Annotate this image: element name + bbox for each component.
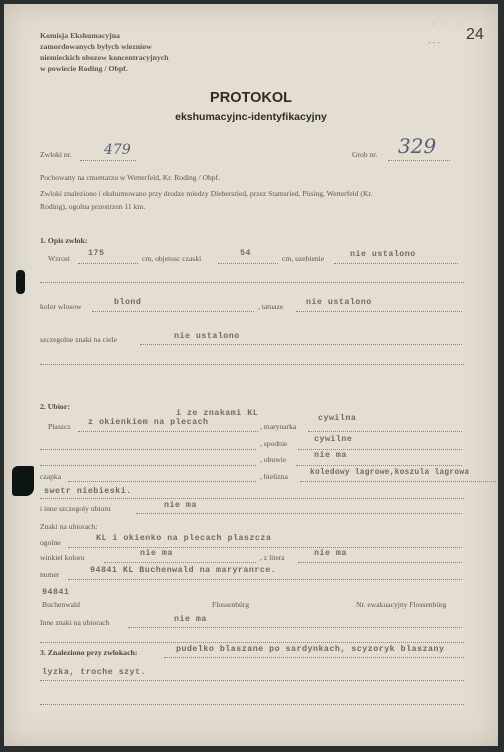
znaleziono-line-1: Zwloki znaleziono i ekshumowano przy drodze miedzy Diebersried, przez Stamsried, Pösing, Wetterfeld (Kr. — [40, 189, 373, 198]
org-line-2: zamordowanych bylych wiezniow — [40, 42, 152, 51]
binding-hole-bottom — [12, 466, 34, 496]
wzrost-label: Wzrost — [48, 254, 70, 263]
bielizna-value: koledowy lagrowe,koszula lagrowa — [310, 469, 470, 477]
uzebienie-label: cm, uzebienie — [282, 254, 325, 263]
zwloki-value: 479 — [104, 142, 131, 158]
spodnie-line — [298, 449, 462, 450]
flossenburg-label: Flossenbürg — [212, 600, 249, 609]
znaki-cialo-label: szczegolne znaki na ciele — [40, 335, 117, 344]
zwloki-label: Zwloki nr. — [40, 150, 72, 159]
inne-line — [136, 513, 462, 514]
spodnie-value: cywilne — [314, 435, 353, 444]
bielizna-label: , bielizna — [260, 472, 288, 481]
czaszka-label: cm, objetosc czaski — [142, 254, 202, 263]
znaleziono-line-b — [40, 680, 464, 681]
znaki-cialo-line — [140, 344, 462, 345]
marynarka-value: cywilna — [318, 414, 357, 423]
plaszcz-value-top: i ze znakami KL — [176, 409, 259, 418]
litera-line — [298, 562, 462, 563]
inne-znaki-label: Inne znaki na ubiorach — [40, 618, 110, 627]
tatuaze-label: , tatuaze — [258, 302, 284, 311]
marynarka-line — [308, 431, 462, 432]
ogolne-label: ogolne — [40, 538, 61, 547]
ogolne-line — [68, 547, 462, 548]
binding-hole-top — [16, 270, 25, 294]
page-dash: - - - — [428, 38, 440, 47]
znaleziono-line-c — [40, 704, 464, 705]
org-line-3: niemieckich obozow koncentracyjnych — [40, 53, 169, 62]
winkiel-label: winkiel koloru — [40, 553, 85, 562]
inne-znaki-line — [128, 627, 462, 628]
numer-line — [68, 579, 462, 580]
org-line-1: Komisja Ekshumacyjna — [40, 31, 120, 40]
marynarka-label: , marynarka — [260, 422, 297, 431]
czapka-value: swetr niebieski. — [44, 487, 132, 496]
czaszka-line — [218, 263, 278, 264]
page-subtitle: ekshumacyjnc-identyfikacyjny — [175, 111, 327, 123]
ubior-blank-line-2 — [40, 465, 256, 466]
litera-value: nie ma — [314, 549, 347, 558]
buchenwald-label: Buchenwald — [42, 600, 80, 609]
zwloki-line — [80, 160, 136, 161]
wzrost-value: 175 — [88, 249, 105, 258]
kolor-value: blond — [114, 298, 142, 307]
plaszcz-label: Plaszcz — [48, 422, 71, 431]
winkiel-value: nie ma — [140, 549, 173, 558]
opis-blank-line-2 — [40, 364, 464, 365]
opis-blank-line-1 — [40, 282, 464, 283]
numer-value: 94841 KL Buchenwald na maryranrce. — [90, 566, 277, 575]
protocol-sheet — [4, 4, 498, 746]
obuwie-label: , obuwie — [260, 455, 287, 464]
czaszka-value: 54 — [240, 249, 251, 258]
page-number: 24 — [466, 26, 484, 43]
plaszcz-line — [78, 431, 258, 432]
czapka-label: czapka — [40, 472, 62, 481]
spodnie-label: , spodnie — [260, 439, 288, 448]
czapka-line — [68, 481, 256, 482]
znaleziono-line-a — [164, 657, 464, 658]
pochowany-text: Pochowany na cmentarzu w Wetterfeld, Kr. Roding / Obpf. — [40, 173, 220, 182]
bielizna-line — [300, 481, 496, 482]
ogolne-value: KL i okienko na plecach plaszcza — [96, 534, 272, 543]
numer-label: numer — [40, 570, 60, 579]
inne-value: nie ma — [164, 501, 197, 510]
obuwie-value: nie ma — [314, 451, 347, 460]
plaszcz-value: z okienkiem na plecach — [88, 418, 209, 427]
uzebienie-line — [334, 263, 458, 264]
ewakuacyjny-label: Nr. ewakuacyjny Flossenbürg — [356, 600, 447, 609]
znaleziono-value-2: lyzka, troche szyt. — [42, 668, 147, 677]
czapka-value-line — [40, 498, 464, 499]
grob-value: 329 — [398, 134, 437, 158]
znaki-ubior-heading: Znaki na ubiorach: — [40, 522, 98, 531]
uzebienie-value: nie ustalono — [350, 250, 416, 259]
winkiel-line — [104, 562, 256, 563]
org-line-4: w powiecie Roding / Obpf. — [40, 64, 128, 73]
opis-heading: 1. Opis zwlok: — [40, 236, 88, 245]
znaleziono-line-2: Roding), ogolna przestrzen 11 km. — [40, 202, 146, 211]
znaki-cialo-value: nie ustalono — [174, 332, 240, 341]
kolor-label: kolor wlosow — [40, 302, 82, 311]
obuwie-line — [296, 465, 462, 466]
page-title: PROTOKOL — [210, 90, 292, 106]
grob-label: Grob nr. — [352, 150, 378, 159]
litera-label: , z litera — [260, 553, 285, 562]
tatuaze-value: nie ustalono — [306, 298, 372, 307]
inne-znaki-value: nie ma — [174, 615, 207, 624]
tatuaze-line — [296, 311, 462, 312]
kolor-line — [92, 311, 254, 312]
wzrost-line — [78, 263, 138, 264]
inne-label: i inne szczegoly ubioru — [40, 504, 111, 513]
ubior-blank-line-3 — [40, 642, 464, 643]
ubior-blank-line-1 — [40, 449, 256, 450]
ubior-heading: 2. Ubior: — [40, 402, 70, 411]
znaleziono-value-1: pudelko blaszane po sardynkach, scyzoryk blaszany — [176, 645, 445, 654]
buchenwald-number: 94841 — [42, 588, 70, 597]
page-dots: · · · — [432, 20, 464, 29]
grob-line — [388, 160, 450, 161]
znaleziono-heading: 3. Znaleziono przy zwlokach: — [40, 648, 138, 657]
